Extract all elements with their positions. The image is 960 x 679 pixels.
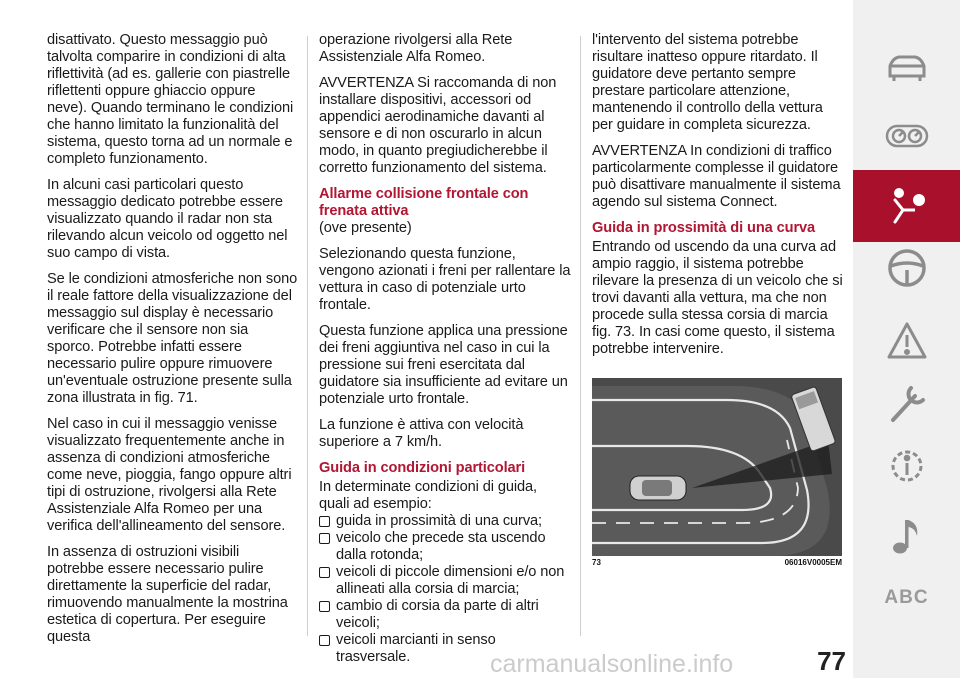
radar-detection-curve-illustration (592, 378, 842, 556)
figure-73 (592, 378, 842, 568)
paragraph: Entrando od uscendo da una curva ad ampio raggio, il sistema potrebbe rilevare la presenza di un veicolo che si trovi davanti alla vettura, ma che non procede sulla stessa corsia di marcia fig. 73. In casi come questo, il sistema potrebbe intervenire. (592, 239, 843, 357)
checkbox-bullet-icon (319, 533, 330, 544)
watermark: carmanualsonline.info (490, 650, 734, 678)
paragraph: Selezionando questa funzione, vengono azionati i freni per rallentare la vettura in caso di potenziale urto frontale. (319, 246, 571, 313)
paragraph: operazione rivolgersi alla Rete Assistenziale Alfa Romeo. (319, 32, 513, 65)
text-column-2 (319, 32, 571, 666)
section-heading: Guida in prossimità di una curva (592, 220, 816, 236)
list-item: veicoli di piccole dimensioni e/o non allineati alla corsia di marcia; (319, 564, 571, 598)
steering-wheel-icon[interactable] (853, 232, 960, 304)
checkbox-bullet-icon (319, 601, 330, 612)
condition-list (319, 513, 571, 666)
figure-code: 06016V0005EM (784, 558, 842, 567)
checkbox-bullet-icon (319, 635, 330, 646)
subheading-note: (ove presente) (319, 220, 412, 236)
list-item: cambio di corsia da parte di altri veicoli; (319, 598, 571, 632)
paragraph: Nel caso in cui il messaggio venisse visualizzato frequentemente anche in assenza di condizioni atmosferiche come neve, pioggia, fango oppure altri tipi di ostruzione, rivolgersi alla Rete Assistenziale Alfa Romeo per una verifica dell'allineamento del sensore. (47, 416, 292, 534)
section-heading: Guida in condizioni particolari (319, 460, 526, 476)
list-item: veicoli marcianti in senso trasversale. (319, 632, 571, 666)
paragraph: disattivato. Questo messaggio può talvolta comparire in condizioni di alta riflettività (ad es. gallerie con piastrelle riflettenti oppure ghiaccio oppure neve). Quando terminano le condizioni che hanno limitato la funzionalità del sistema, questo torna ad un normale e completo funzionamento. (47, 32, 294, 167)
paragraph: Questa funzione applica una pressione dei freni aggiuntiva nel caso in cui la pressione sui freni esercitata dal guidatore sia insufficiente ad evitare un potenziale urto frontale. (319, 323, 568, 407)
text-column-3 (592, 32, 844, 367)
checkbox-bullet-icon (319, 567, 330, 578)
list-item: guida in prossimità di una curva; (319, 513, 571, 530)
list-item: veicolo che precede sta uscendo dalla rotonda; (319, 530, 571, 564)
abc-label: ABC (884, 587, 929, 608)
text-column-1 (47, 32, 299, 655)
paragraph: Se le condizioni atmosferiche non sono il reale fattore della visualizzazione del messaggio sul display è necessario verificare che il sensore non sia sporco. Potrebbe infatti essere necessario pulire oppure rimuovere un'eventuale ostruzione presente sulla zona illustrata in fig. 71. (47, 271, 298, 406)
checkbox-bullet-icon (319, 516, 330, 527)
paragraph: In assenza di ostruzioni visibili potrebbe essere necessario pulire direttamente la superficie del radar, rimuovendo manualmente la mostrina estetica di copertura. Per eseguire questa (47, 544, 288, 645)
paragraph: l'intervento del sistema potrebbe risultare inatteso oppure ritardato. Il guidatore deve pertanto sempre prestare particolare attenzione, mantenendo il controllo della vettura per guidare in completa sicurezza. (592, 32, 823, 133)
section-heading: Allarme collisione frontale con frenata attiva (319, 186, 529, 219)
car-icon[interactable] (853, 32, 960, 104)
column-divider (307, 36, 308, 636)
paragraph: AVVERTENZA Si raccomanda di non installare dispositivi, accessori od appendici aerodinamiche davanti al sensore e di non oscurarlo in alcun modo, in quanto pregiudicherebbe il corretto funzionamento del sistema. (319, 75, 557, 176)
figure-caption (592, 558, 842, 570)
figure-number: 73 (592, 558, 601, 567)
paragraph: AVVERTENZA In condizioni di traffico particolarmente complesse il guidatore può disattivare manualmente il sistema agendo sul sistema Connect. (592, 143, 841, 210)
page-number: 77 (817, 646, 846, 676)
abc-index-button[interactable] (853, 562, 960, 634)
paragraph: La funzione è attiva con velocità superiore a 7 km/h. (319, 417, 524, 450)
paragraph: In alcuni casi particolari questo messaggio dedicato potrebbe essere visualizzato quando il radar non sta rilevando alcun veicolo od oggetto nel suo campo di vista. (47, 177, 288, 261)
info-gear-icon[interactable] (853, 430, 960, 502)
paragraph: In determinate condizioni di guida, quali ad esempio: (319, 479, 537, 512)
column-divider (580, 36, 581, 636)
chapter-sidebar (853, 0, 960, 678)
warning-triangle-icon[interactable] (853, 305, 960, 377)
dashboard-gauges-icon[interactable] (853, 100, 960, 172)
